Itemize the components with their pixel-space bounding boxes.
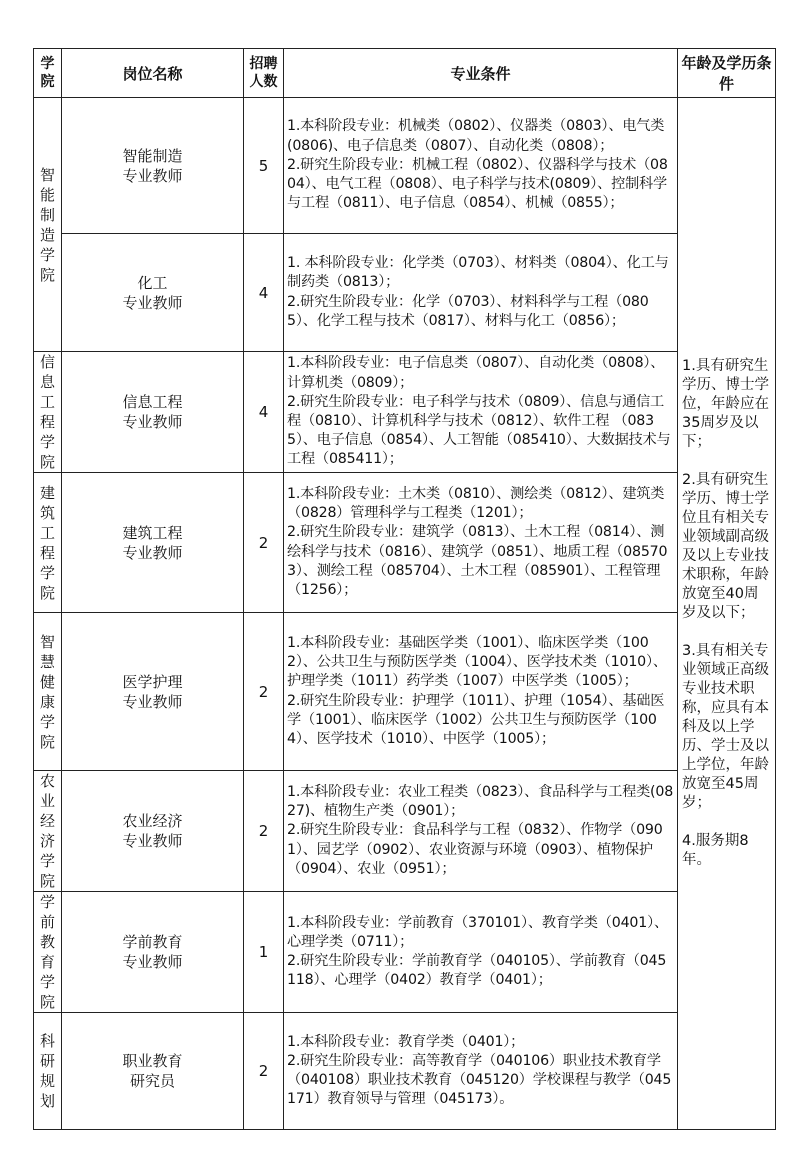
college-cell: 科研规划: [34, 1013, 62, 1130]
graduate-condition: 2.研究生阶段专业：护理学（1011）、护理（1054）、基础医学（1001）、临床医学（1002）公共卫生与预防医学（1004）、医学技术（1010）、中医学（1005）；: [287, 692, 665, 747]
college-cell: 智能制造学院: [34, 98, 62, 352]
age-education-cell: [678, 98, 776, 1130]
undergrad-condition: 1.本科阶段专业：学前教育（370101）、教育学类（0401）、心理学类（0711）；: [287, 914, 668, 950]
header-count: 招聘人数: [244, 49, 284, 98]
age-condition-4: 4.服务期8年。: [682, 833, 749, 868]
college-cell: 农业经济学院: [34, 771, 62, 892]
conditions-cell: [284, 1013, 678, 1130]
table-row: [34, 352, 776, 473]
undergrad-condition: 1.本科阶段专业：电子信息类（0807）、自动化类（0808）、计算机类（0809）；: [287, 355, 665, 391]
college-cell: 信息工程学院: [34, 352, 62, 473]
undergrad-condition: 1. 本科阶段专业：化学类（0703）、材料类（0804）、化工与制药类（0813）；: [287, 255, 669, 291]
undergrad-condition: 1.本科阶段专业：农业工程类（0823）、食品科学与工程类(0827)、植物生产类（0901）；: [287, 783, 674, 820]
count-cell: 2: [244, 771, 284, 892]
conditions-cell: [284, 98, 678, 234]
conditions-cell: [284, 473, 678, 613]
graduate-condition: 2.研究生阶段专业：学前教育学（040105）、学前教育（045118）、心理学（0402）教育学（0401）；: [287, 953, 667, 989]
age-condition-1: 1.具有研究生学历、博士学位，年龄应在35周岁及以下；: [682, 358, 769, 450]
count-cell: 4: [244, 352, 284, 473]
count-cell: 2: [244, 473, 284, 613]
undergrad-condition: 1.本科阶段专业：土木类（0810）、测绘类（0812）、建筑类（0828）管理科学与工程类（1201）；: [287, 485, 665, 522]
table-row: [34, 613, 776, 771]
graduate-condition: 2.研究生阶段专业：建筑学（0813）、土木工程（0814）、测绘科学与技术（0816）、建筑学（0851）、地质工程（085703）、测绘工程（085704）、土木工程（085901）、工程管理（1256）；: [287, 524, 668, 598]
undergrad-condition: 1.本科阶段专业：基础医学类（1001）、临床医学类（1002）、公共卫生与预防医学类（1004）、医学技术类（1010）、护理学类（1011）药学类（1007）中医学类（1005）；: [287, 634, 667, 690]
table-row: [34, 892, 776, 1013]
table-header-row: [34, 49, 776, 98]
post-cell: 农业经济 专业教师: [62, 771, 244, 892]
graduate-condition: 2.研究生阶段专业：高等教育学（040106）职业技术教育学（040108）职业技术教育（045120）学校课程与教学（045171）教育领导与管理（045173）。: [287, 1052, 672, 1108]
recruitment-table: [33, 48, 776, 1130]
header-conditions: 专业条件: [284, 49, 678, 98]
post-cell: 医学护理 专业教师: [62, 613, 244, 771]
conditions-cell: [284, 892, 678, 1013]
post-cell: 智能制造 专业教师: [62, 98, 244, 234]
age-condition-3: 3.具有相关专业领域正高级专业技术职称，应具有本科及以上学历、学士及以上学位，年龄放宽至45周岁；: [682, 643, 769, 811]
post-cell: 建筑工程 专业教师: [62, 473, 244, 613]
graduate-condition: 2.研究生阶段专业：化学（0703）、材料科学与工程（0805）、化学工程与技术（0817）、材料与化工（0856）；: [287, 293, 649, 329]
count-cell: 1: [244, 892, 284, 1013]
graduate-condition: 2.研究生阶段专业：机械工程（0802）、仪器科学与技术（0804）、电气工程（0808）、电子科学与技术(0809）、控制科学与工程（0811）、电子信息（0854）、机械（0855）；: [287, 156, 668, 212]
graduate-condition: 2.研究生阶段专业：食品科学与工程（0832）、作物学（0901）、园艺学（0902）、农业资源与环境（0903）、植物保护（0904）、农业（0951）；: [287, 822, 663, 877]
college-cell: 建筑工程学院: [34, 473, 62, 613]
header-age: 年龄及学历条件: [678, 49, 776, 98]
age-condition-2: 2.具有研究生学历、博士学位且有相关专业领域副高级及以上专业技术职称，年龄放宽至40周岁及以下；: [682, 472, 769, 621]
post-cell: 化工 专业教师: [62, 234, 244, 352]
post-cell: 职业教育 研究员: [62, 1013, 244, 1130]
count-cell: 2: [244, 613, 284, 771]
graduate-condition: 2.研究生阶段专业：电子科学与技术（0809）、信息与通信工程（0810）、计算机科学与技术（0812）、软件工程 （0835）、电子信息（0854）、人工智能（085410）、大数据技术与工程（085411）；: [287, 393, 671, 468]
conditions-cell: [284, 234, 678, 352]
college-cell: 学前教育学院: [34, 892, 62, 1013]
table-row: [34, 98, 776, 234]
college-cell: 智慧健康学院: [34, 613, 62, 771]
conditions-cell: [284, 771, 678, 892]
count-cell: 2: [244, 1013, 284, 1130]
post-cell: 学前教育 专业教师: [62, 892, 244, 1013]
table-row: [34, 771, 776, 892]
table-row: [34, 234, 776, 352]
undergrad-condition: 1.本科阶段专业：教育学类（0401）；: [287, 1033, 525, 1050]
undergrad-condition: 1.本科阶段专业：机械类（0802）、仪器类（0803）、电气类(0806)、电子信息类（0807）、自动化类（0808）；: [287, 118, 665, 154]
conditions-cell: [284, 613, 678, 771]
count-cell: 4: [244, 234, 284, 352]
conditions-cell: [284, 352, 678, 473]
post-cell: 信息工程 专业教师: [62, 352, 244, 473]
table-row: [34, 473, 776, 613]
table-row: [34, 1013, 776, 1130]
header-college: 学院: [34, 49, 62, 98]
count-cell: 5: [244, 98, 284, 234]
header-post: 岗位名称: [62, 49, 244, 98]
